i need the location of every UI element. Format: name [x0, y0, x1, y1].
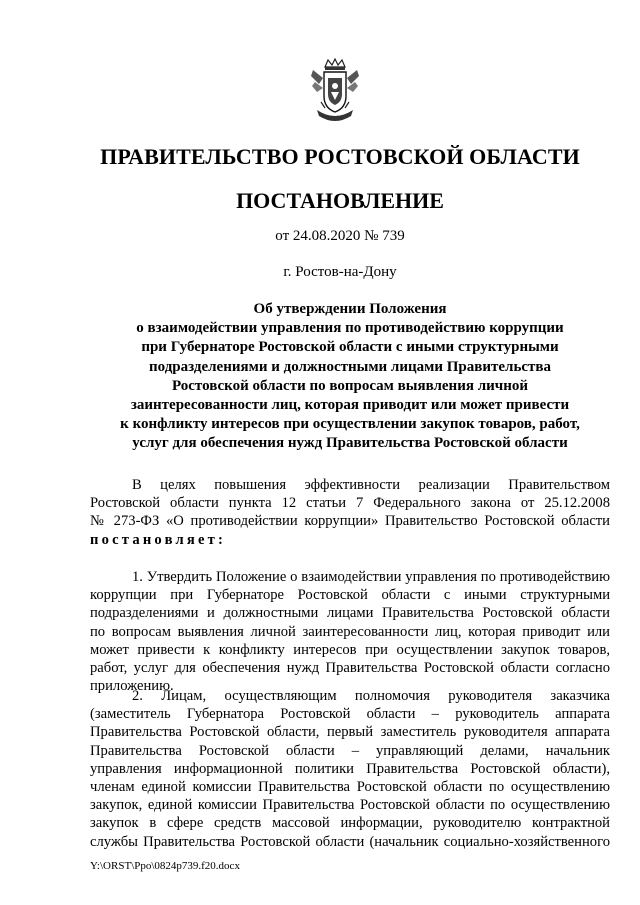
paragraph-line: приложению.	[90, 678, 174, 695]
preamble-line: В целях повышения эффективности реализации Правительством	[132, 477, 610, 493]
paragraph-2	[90, 687, 610, 851]
paragraph-line: службы Правительства Ростовской области (начальник социально-хозяйственного	[90, 833, 610, 850]
paragraph-1	[90, 568, 610, 695]
paragraph-line: управления информационной политики Правительства Ростовской области),	[90, 760, 610, 777]
subject-line: услуг для обеспечения нужд Правительства Ростовской области	[132, 435, 568, 452]
file-path-footer: Y:\ORST\Ppo\0824p739.f20.docx	[90, 860, 240, 872]
preamble-line: № 273-ФЗ «О противодействии коррупции» Правительство Ростовской области	[90, 513, 610, 530]
paragraph-line: работ, услуг для обеспечения нужд Правительства Ростовской области согласно	[90, 660, 610, 677]
subject-line: о взаимодействии управления по противодействию коррупции	[136, 320, 564, 337]
paragraph-line: Правительства Ростовской области, первый заместитель руководителя аппарата	[90, 724, 610, 741]
government-title: ПРАВИТЕЛЬСТВО РОСТОВСКОЙ ОБЛАСТИ	[100, 144, 580, 169]
paragraph-line: может привести к конфликту интересов при осуществлении закупок товаров,	[90, 641, 610, 658]
subject-line: при Губернаторе Ростовской области с иными структурными	[141, 339, 559, 356]
date-number-line: от 24.08.2020 № 739	[275, 228, 405, 244]
document-type-title: ПОСТАНОВЛЕНИЕ	[236, 188, 444, 213]
paragraph-line: 1. Утвердить Положение о взаимодействии управления по противодействию	[132, 569, 610, 585]
paragraph-line: членам единой комиссии Правительства Ростовской области по осуществлению	[90, 779, 610, 796]
subject-line: Ростовской области по вопросам выявления личной	[171, 377, 529, 394]
preamble-paragraph	[90, 476, 610, 549]
subject-line: Об утверждении Положения	[253, 301, 447, 317]
subject-line: к конфликту интересов при осуществлении закупок товаров, работ,	[120, 416, 580, 433]
preamble-line: Ростовской области пункта 12 статьи 7 Федерального закона от 25.12.2008	[90, 495, 610, 512]
paragraph-line: коррупции при Губернаторе Ростовской области с иными структурными	[90, 587, 610, 604]
paragraph-line: (заместитель Губернатора Ростовской области – руководитель аппарата	[90, 706, 610, 723]
paragraph-line: закупок в сфере средств массовой информации, руководителю контрактной	[90, 815, 610, 832]
paragraph-line: закупок, единой комиссии Правительства Ростовской области по осуществлению	[90, 797, 610, 814]
decree-subject	[90, 300, 610, 454]
city-line: г. Ростов-на-Дону	[283, 264, 397, 280]
subject-line: заинтересованности лиц, которая приводит или может привести	[130, 397, 570, 414]
paragraph-line: Правительства Ростовской области – управляющий делами, начальник	[90, 742, 610, 759]
paragraph-line: 2. Лицам, осуществляющим полномочия руководителя заказчика	[132, 688, 610, 704]
subject-line: подразделениями и должностными лицами Правительства	[149, 358, 551, 375]
coat-of-arms-icon	[309, 58, 361, 124]
paragraph-line: по вопросам выявления личной заинтересованности лиц, которая приводит или	[90, 623, 610, 640]
resolves-verb: постановляет:	[90, 531, 227, 548]
paragraph-line: подразделениями и должностными лицами Правительства Ростовской области	[90, 605, 610, 622]
